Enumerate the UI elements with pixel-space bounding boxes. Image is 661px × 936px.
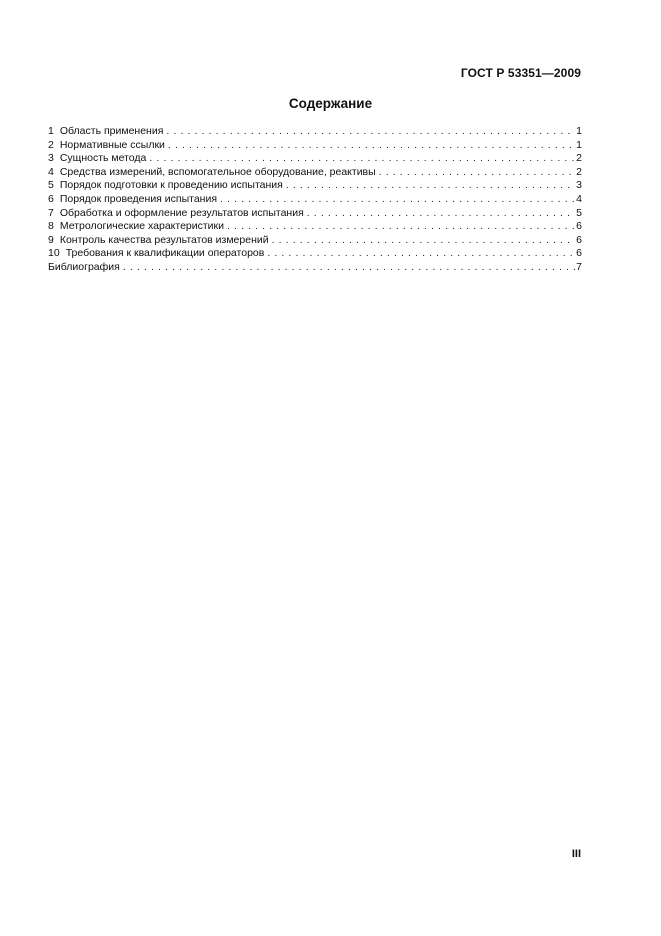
toc-entry-page: 4: [576, 192, 582, 205]
toc-entry[interactable]: [48, 139, 582, 153]
toc-entry[interactable]: [48, 247, 582, 261]
toc-entry-number: 6: [48, 192, 54, 205]
toc-entry-title: Порядок проведения испытания: [59, 192, 218, 205]
toc-entry-title: Метрологические характеристики: [59, 220, 224, 233]
dot-leader: [267, 247, 575, 261]
toc-entry-bibliography[interactable]: [48, 261, 582, 275]
toc-entry-page: 1: [576, 138, 582, 151]
page-number: III: [571, 848, 581, 860]
toc-entry-number: 1: [48, 125, 54, 137]
dot-leader: [307, 207, 575, 221]
toc-entry-page: 6: [576, 247, 582, 260]
toc-entry[interactable]: [48, 166, 582, 180]
toc-entry-title: Порядок подготовки к проведению испытания: [59, 179, 283, 192]
toc-entry[interactable]: [48, 193, 582, 207]
dot-leader: [379, 166, 575, 180]
dot-leader: [123, 261, 575, 275]
toc-entry-number: 9: [48, 233, 54, 246]
dot-leader: [220, 193, 575, 207]
toc-entry-number: 7: [48, 206, 54, 219]
toc-entry-title: Сущность метода: [59, 152, 147, 165]
toc-entry-number: 10: [48, 247, 60, 260]
toc-entry-title: Обработка и оформление результатов испытания: [59, 206, 304, 219]
dot-leader: [227, 220, 575, 234]
dot-leader: [166, 125, 575, 139]
toc-entry[interactable]: [48, 220, 582, 234]
toc-entry-page: 5: [576, 206, 582, 219]
dot-leader: [149, 152, 575, 166]
dot-leader: [286, 179, 575, 193]
dot-leader: [272, 234, 576, 248]
table-of-contents: [48, 125, 582, 275]
toc-entry[interactable]: [48, 125, 582, 139]
toc-entry-number: 4: [48, 165, 54, 178]
toc-entry[interactable]: [48, 152, 582, 166]
toc-entry-page: 1: [576, 125, 582, 137]
toc-entry-number: 5: [48, 179, 54, 192]
toc-entry-title: Библиография: [48, 260, 120, 273]
toc-entry-number: 8: [48, 220, 54, 233]
toc-entry[interactable]: [48, 179, 582, 193]
toc-entry-title: Область применения: [59, 125, 164, 137]
toc-entry-title: Средства измерений, вспомогательное оборудование, реактивы: [59, 165, 376, 178]
toc-entry-title: Нормативные ссылки: [59, 138, 165, 151]
toc-entry-page: 6: [576, 233, 582, 246]
toc-entry[interactable]: [48, 207, 582, 221]
document-code: ГОСТ Р 53351—2009: [460, 66, 581, 80]
toc-entry-page: 3: [576, 179, 582, 192]
toc-entry-page: 2: [576, 152, 582, 165]
toc-entry-page: 7: [576, 260, 582, 273]
toc-entry-page: 6: [576, 220, 582, 233]
toc-entry-title: Контроль качества результатов измерений: [59, 233, 269, 246]
toc-title: Содержание: [288, 96, 373, 111]
dot-leader: [168, 139, 575, 153]
toc-entry-page: 2: [576, 165, 582, 178]
toc-entry-number: 2: [48, 138, 54, 151]
toc-entry-number: 3: [48, 152, 54, 165]
toc-entry[interactable]: [48, 234, 582, 248]
toc-entry-title: Требования к квалификации операторов: [65, 247, 265, 260]
